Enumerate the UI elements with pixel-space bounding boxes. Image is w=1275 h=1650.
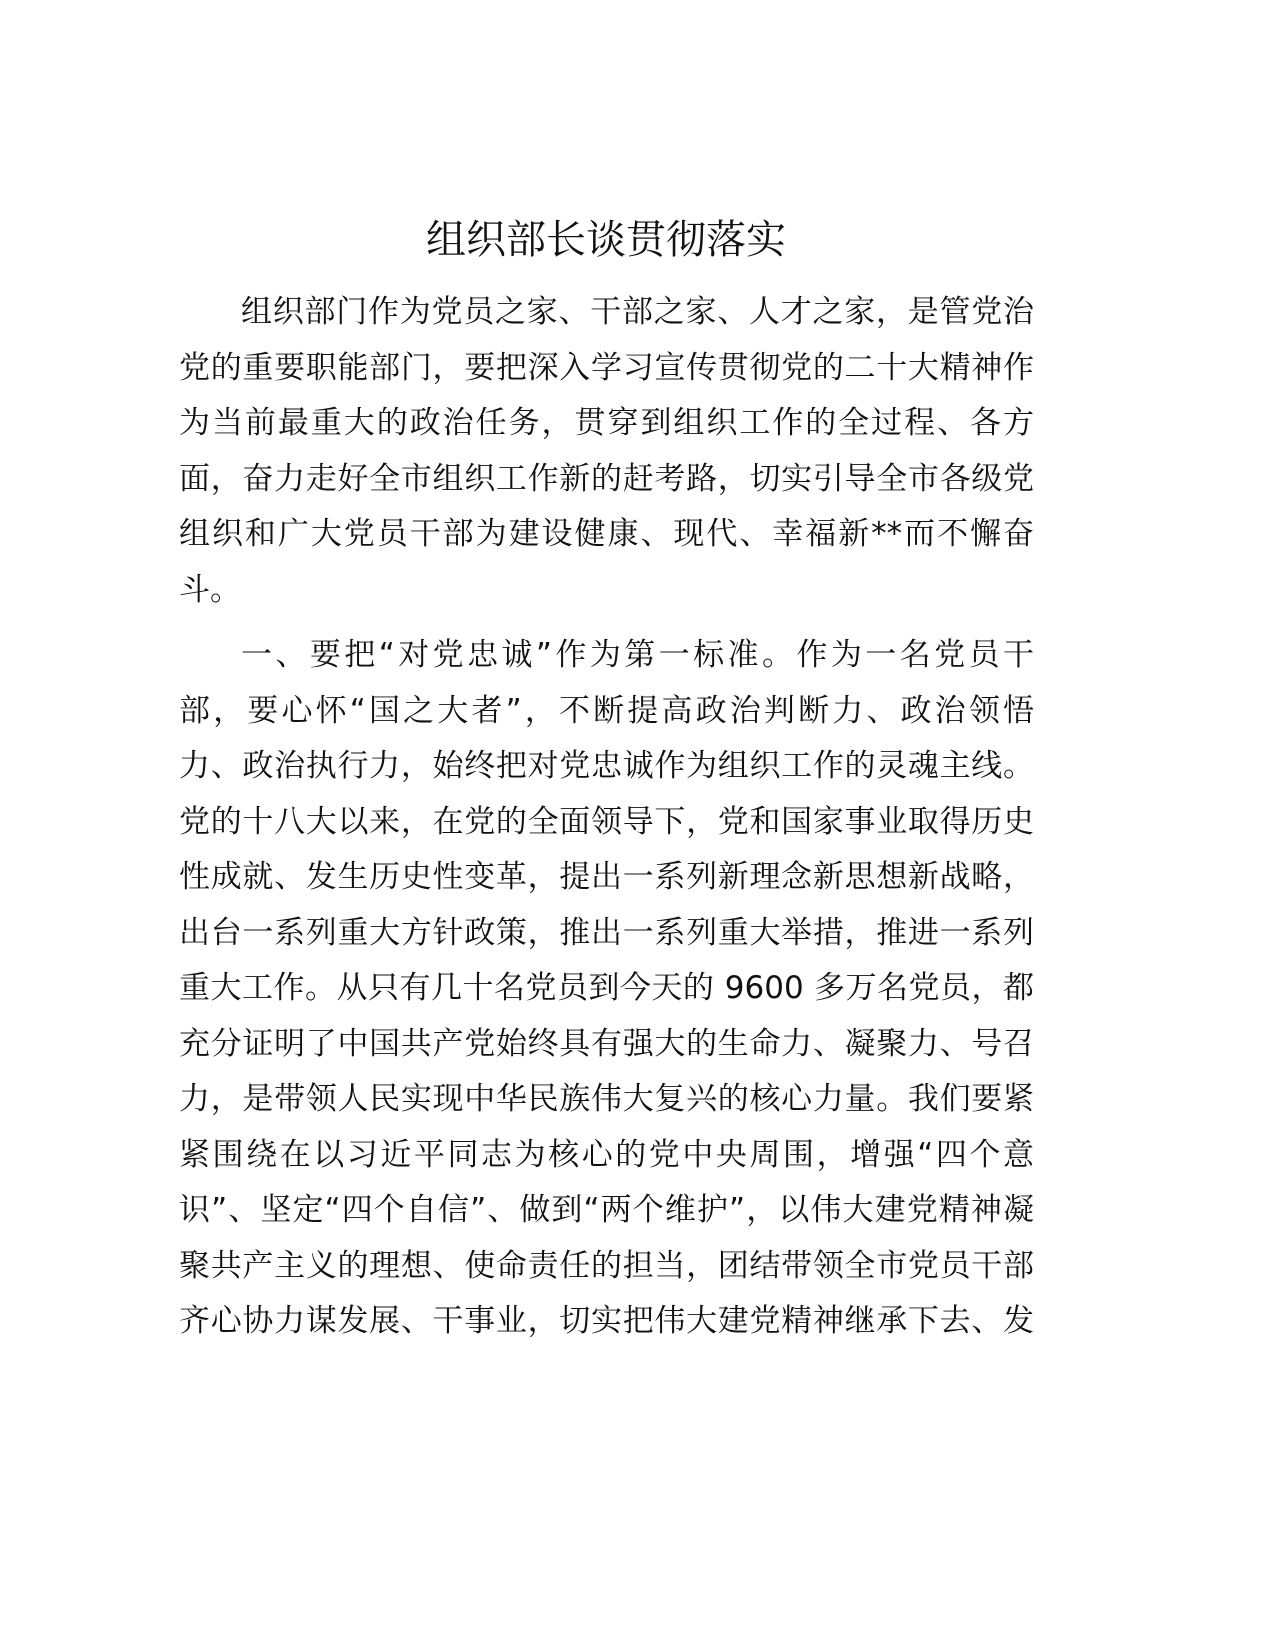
text-line: 党的重要职能部门，要把深入学习宣传贯彻党的二十大精神作 [179,349,1034,386]
text-line: 组织部门作为党员之家、干部之家、人才之家，是管党治 [241,294,1034,330]
text-line: 紧围绕在以习近平同志为核心的党中央周围，增强“四个意 [179,1136,1034,1173]
text-line: 一、要把“对党忠诚”作为第一标准。作为一名党员干 [241,637,1034,673]
text-line: 识”、坚定“四个自信”、做到“两个维护”，以伟大建党精神凝 [179,1192,1034,1228]
text-line: 性成就、发生历史性变革，提出一系列新理念新思想新战略， [179,859,1034,895]
text-line: 重大工作。从只有几十名党员到今天的 9600 多万名党员，都 [179,970,1034,1006]
text-line: 充分证明了中国共产党始终具有强大的生命力、凝聚力、号召 [179,1025,1034,1062]
text-line: 为当前最重大的政治任务，贯穿到组织工作的全过程、各方 [179,405,1034,441]
text-line: 组织和广大党员干部为建设健康、现代、幸福新**而不懈奋 [179,516,1034,552]
text-line: 部，要心怀“国之大者”，不断提高政治判断力、政治领悟 [179,692,1034,729]
text-line: 齐心协力谋发展、干事业，切实把伟大建党精神继承下去、发 [179,1303,1034,1339]
text-line: 党的十八大以来，在党的全面领导下，党和国家事业取得历史 [179,803,1034,840]
paragraph-intro [179,285,1034,618]
text-line: 力，是带领人民实现中华民族伟大复兴的核心力量。我们要紧 [179,1081,1034,1117]
paragraph-section-1 [179,628,1034,1350]
text-line: 斗。 [179,571,241,608]
text-line: 出台一系列重大方针政策，推出一系列重大举措，推进一系列 [179,914,1034,951]
text-line: 聚共产主义的理想、使命责任的担当，团结带领全市党员干部 [179,1247,1034,1284]
document-title: 组织部长谈贯彻落实 [426,217,786,263]
text-line: 面，奋力走好全市组织工作新的赶考路，切实引导全市各级党 [179,460,1034,497]
text-line: 力、政治执行力，始终把对党忠诚作为组织工作的灵魂主线。 [179,748,1034,784]
